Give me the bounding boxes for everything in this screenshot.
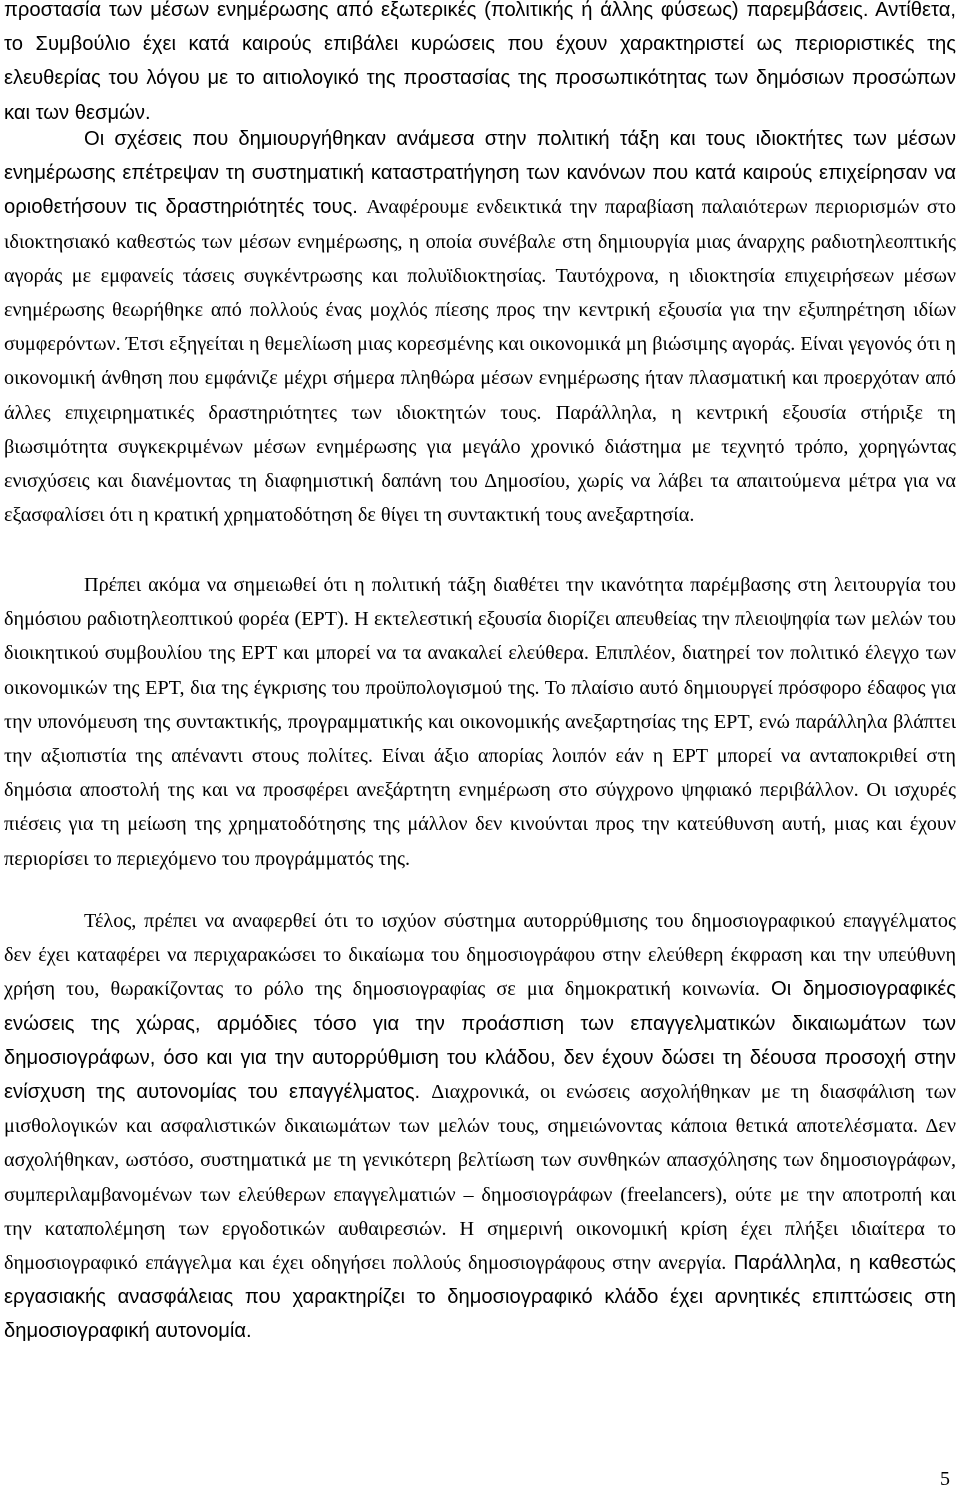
paragraph-4-text-d: Παράλληλα, η καθεστώς εργασιακής ανασφάλειας που χαρακτηρίζει το δημοσιογραφικό κλάδο έχει αρνητικές επιπτώσεις στη δημοσιογραφική αυτονομία. (4, 1252, 956, 1343)
paragraph-2 (4, 122, 956, 532)
paragraph-3-text: Πρέπει ακόμα να σημειωθεί ότι η πολιτική τάξη διαθέτει την ικανότητα παρέμβασης στη λειτουργία του δημόσιου ραδιοτηλεοπτικού φορέα (ΕΡΤ). Η εκτελεστική εξουσία διορίζει απευθείας την πλειοψηφία των μελών του διοικητικού συμβουλίου της ΕΡΤ και μπορεί να τα ανακαλεί ελεύθερα. Επιπλέον, διατηρεί τον πολιτικό έλεγχο των οικονομικών της ΕΡΤ, δια της έγκρισης του προϋπολογισμού της. Το πλαίσιο αυτό δημιουργεί πρόσφορο έδαφος για την υπονόμευση της συντακτικής, προγραμματικής και οικονομικής ανεξαρτησίας της ΕΡΤ, ενώ παράλληλα βλάπτει την αξιοπιστία της απέναντι στους πολίτες. Είναι άξιο απορίας λοιπόν εάν η ΕΡΤ μπορεί να ανταποκριθεί στη δημόσια αποστολή της και να προσφέρει ανεξάρτητη ενημέρωση στο σύγχρονο ψηφιακό περιβάλλον. Οι ισχυρές πιέσεις για τη μείωση της χρηματοδότησης της μάλλον δεν κινούνται προς την κατεύθυνση αυτή, μιας και έχουν περιορίσει το περιεχόμενο του προγράμματός της. (4, 574, 956, 870)
page-number: 5 (940, 1468, 950, 1490)
paragraph-4 (4, 904, 956, 1349)
paragraph-2-text-a: Οι σχέσεις που δημιουργήθηκαν ανάμεσα στην πολιτική τάξη και τους ιδιοκτήτες των μέσων ενημέρωσης επέτρεψαν τη συστηματική καταστρατήγηση των κανόνων που κατά καιρούς επιχείρησαν να οριοθετήσουν τις δραστηριότητές τους. (4, 128, 956, 219)
paragraph-1-text: προστασία των μέσων ενημέρωσης από εξωτερικές (πολιτικής ή άλλης φύσεως) παρεμβάσεις. Αντίθετα, το Συμβούλιο έχει κατά καιρούς επιβάλει κυρώσεις που έχουν χαρακτηριστεί ως περιοριστικές της ελευθερίας του λόγου με το αιτιολογικό της προστασίας της προσωπικότητας των δημόσιων προσώπων και των θεσμών. (4, 0, 956, 124)
paragraph-2-text-b: Αναφέρουμε ενδεικτικά την παραβίαση παλαιότερων περιορισμών στο ιδιοκτησιακό καθεστώς των μέσων ενημέρωσης, η οποία συνέβαλε στη δημιουργία μιας άναρχης ραδιοτηλεοπτικής αγοράς με εμφανείς τάσεις συγκέντρωσης και πολυϊδιοκτησίας. Ταυτόχρονα, η ιδιοκτησία επιχειρήσεων μέσων ενημέρωσης θεωρήθηκε από πολλούς ένας μοχλός πίεσης προς την κεντρική εξουσία για την εξυπηρέτηση ιδίων συμφερόντων. Έτσι εξηγείται η θεμελίωση μιας κορεσμένης και οικονομικά μη βιώσιμης αγοράς. Είναι γεγονός ότι η οικονομική άνθηση που εμφάνιζε μέχρι σήμερα πληθώρα μέσων ενημέρωσης ήταν πλασματική και προερχόταν από άλλες επιχειρηματικές δραστηριότητες των ιδιοκτητών τους. Παράλληλα, η κεντρική εξουσία στήριξε τη βιωσιμότητα συγκεκριμένων μέσων ενημέρωσης για μεγάλο χρονικό διάστημα με τεχνητό τρόπο, χορηγώντας ενισχύσεις και διανέμοντας τη διαφημιστική δαπάνη του Δημοσίου, χωρίς να λάβει τα απαιτούμενα μέτρα για να εξασφαλίσει ότι η κρατική χρηματοδότηση δε θίγει τη συντακτική τους ανεξαρτησία. (4, 196, 956, 527)
paragraph-3 (4, 568, 956, 876)
paragraph-4-text-a: Τέλος, πρέπει να αναφερθεί ότι το ισχύον σύστημα αυτορρύθμισης του δημοσιογραφικού επαγγέλματος δεν έχει καταφέρει να περιχαρακώσει το δικαίωμα του δημοσιογράφου στην ελεύθερη έκφραση και την υπεύθυνη χρήση του, θωρακίζοντας το ρόλο της δημοσιογραφίας σε μια δημοκρατική κοινωνία. (4, 910, 956, 1001)
paragraph-4-text-b: Οι δημοσιογραφικές ενώσεις της χώρας, αρμόδιες τόσο για την προάσπιση των επαγγελματικών δικαιωμάτων των δημοσιογράφων, όσο και για την αυτορρύθμιση του κλάδου, δεν έχουν δώσει τη δέουσα προσοχή στην ενίσχυση της αυτονομίας του επαγγέλματος. (4, 978, 957, 1104)
paragraph-1 (4, 0, 956, 130)
paragraph-4-text-c: Διαχρονικά, οι ενώσεις ασχολήθηκαν με τη διασφάλιση των μισθολογικών και ασφαλιστικών δικαιωμάτων των μελών τους, σημειώνοντας κάποια θετικά αποτελέσματα. Δεν ασχολήθηκαν, ωστόσο, συστηματικά με τη γενικότερη βελτίωση των συνθηκών απασχόλησης των δημοσιογράφων, συμπεριλαμβανομένων των ελεύθερων επαγγελματιών – δημοσιογράφων (freelancers), ούτε με την αποτροπή και την καταπολέμηση των εργοδοτικών αυθαιρεσιών. Η σημερινή οικονομική κρίση έχει πλήξει ιδιαίτερα το δημοσιογραφικό επάγγελμα και έχει οδηγήσει πολλούς δημοσιογράφους στην ανεργία. (4, 1081, 957, 1275)
